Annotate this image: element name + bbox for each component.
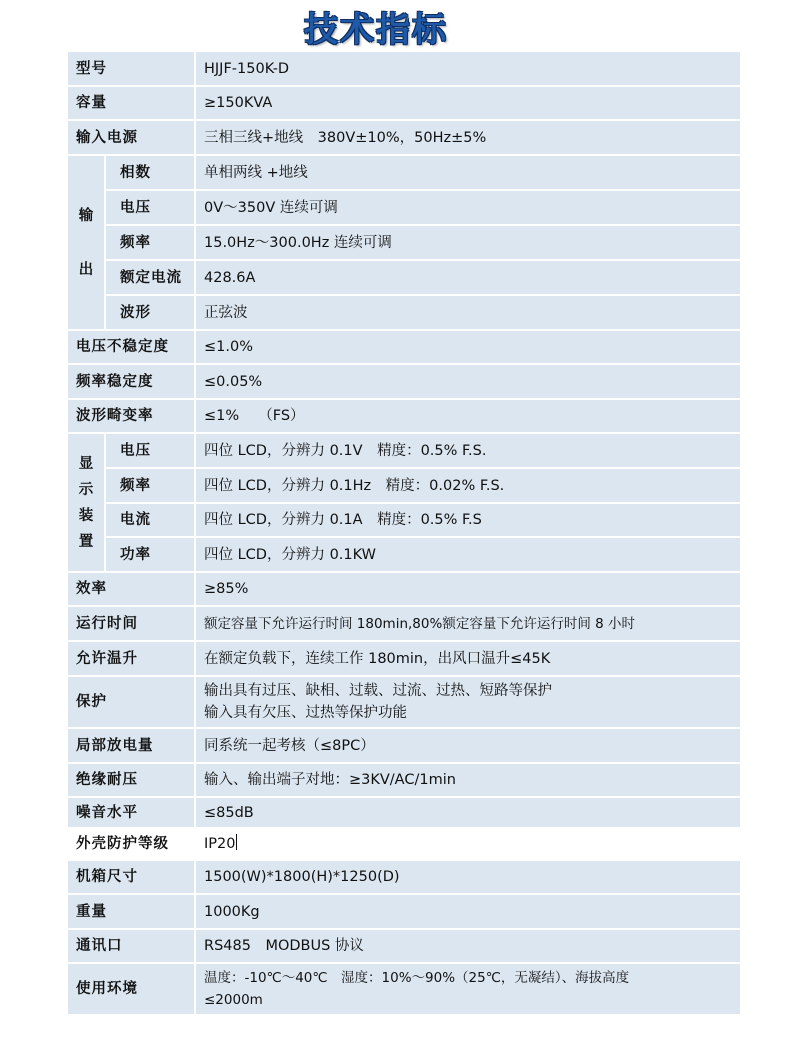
- row-value-ip: [195, 828, 741, 860]
- output-label-current: 额定电流: [105, 260, 195, 295]
- env-line-1: 温度：-10℃～40℃ 湿度：10%～90%（25℃，无凝结）、海拔高度: [204, 970, 630, 986]
- row-value-runtime: 额定容量下允许运行时间 180min,80%额定容量下允许运行时间 8 小时: [195, 606, 741, 641]
- output-value-current: 428.6A: [195, 260, 741, 295]
- table-row: [67, 51, 741, 86]
- output-value-frequency: 15.0Hz～300.0Hz 连续可调: [195, 225, 741, 260]
- table-row: [67, 828, 741, 860]
- table-row: [67, 468, 741, 503]
- group-char: 示: [78, 481, 94, 498]
- output-value-phase: 单相两线 +地线: [195, 155, 741, 190]
- row-value-comm: RS485 MODBUS 协议: [195, 929, 741, 963]
- display-value-current: 四位 LCD，分辨力 0.1A 精度：0.5% F.S: [195, 503, 741, 537]
- table-row: [67, 120, 741, 155]
- table-row: [67, 295, 741, 330]
- table-row: [67, 330, 741, 364]
- group-char: 装: [78, 507, 94, 524]
- table-row: [67, 433, 741, 468]
- display-value-power: 四位 LCD，分辨力 0.1KW: [195, 537, 741, 572]
- table-row: [67, 963, 741, 1015]
- row-value-model: HJJF-150K-D: [195, 51, 741, 86]
- table-row: [67, 225, 741, 260]
- output-label-waveform: 波形: [105, 295, 195, 330]
- row-label-freq-stability: 频率稳定度: [67, 364, 195, 399]
- row-label-comm: 通讯口: [67, 929, 195, 963]
- table-row: [67, 641, 741, 676]
- output-label-frequency: 频率: [105, 225, 195, 260]
- row-value-env: [195, 963, 741, 1015]
- row-label-efficiency: 效率: [67, 572, 195, 606]
- row-value-noise: ≤85dB: [195, 797, 741, 828]
- table-row: [67, 929, 741, 963]
- output-label-phase: 相数: [105, 155, 195, 190]
- row-label-temp-rise: 允许温升: [67, 641, 195, 676]
- table-row: [67, 797, 741, 828]
- table-row: [67, 676, 741, 728]
- protection-line-input: 输入具有欠压、过热等保护功能: [204, 705, 407, 721]
- row-label-capacity: 容量: [67, 86, 195, 120]
- row-value-distortion: ≤1% （FS）: [195, 399, 741, 433]
- text-cursor: [236, 834, 237, 850]
- display-value-frequency: 四位 LCD，分辨力 0.1Hz 精度：0.02% F.S.: [195, 468, 741, 503]
- output-label-voltage: 电压: [105, 190, 195, 225]
- row-value-capacity: ≥150KVA: [195, 86, 741, 120]
- env-line-2: ≤2000m: [204, 992, 263, 1008]
- row-label-input: 输入电源: [67, 120, 195, 155]
- row-label-protection: 保护: [67, 676, 195, 728]
- table-row: [67, 399, 741, 433]
- ip-value-text: IP20: [204, 836, 236, 852]
- row-label-env: 使用环境: [67, 963, 195, 1015]
- table-row: [67, 606, 741, 641]
- table-row: [67, 364, 741, 399]
- row-label-partial-discharge: 局部放电量: [67, 728, 195, 763]
- row-value-efficiency: ≥85%: [195, 572, 741, 606]
- table-row: [67, 86, 741, 120]
- group-char: 显: [78, 455, 94, 472]
- group-char: 出: [78, 261, 94, 278]
- row-value-temp-rise: 在额定负载下，连续工作 180min，出风口温升≤45K: [195, 641, 741, 676]
- row-value-cabinet: 1500(W)*1800(H)*1250(D): [195, 860, 741, 894]
- row-value-partial-discharge: 同系统一起考核（≤8PC）: [195, 728, 741, 763]
- row-label-voltage-instability: 电压不稳定度: [67, 330, 195, 364]
- table-row: [67, 894, 741, 929]
- row-value-protection: [195, 676, 741, 728]
- output-value-voltage: 0V～350V 连续可调: [195, 190, 741, 225]
- row-label-weight: 重量: [67, 894, 195, 929]
- display-value-voltage: 四位 LCD，分辨力 0.1V 精度：0.5% F.S.: [195, 433, 741, 468]
- row-label-distortion: 波形畸变率: [67, 399, 195, 433]
- page-title: 技术指标: [304, 10, 448, 50]
- row-value-weight: 1000Kg: [195, 894, 741, 929]
- group-label-output: [67, 155, 105, 330]
- output-value-waveform: 正弦波: [195, 295, 741, 330]
- table-row: [67, 537, 741, 572]
- group-char: 置: [78, 533, 94, 550]
- row-value-voltage-instability: ≤1.0%: [195, 330, 741, 364]
- spec-table: [66, 50, 742, 1016]
- display-label-power: 功率: [105, 537, 195, 572]
- table-row: [67, 260, 741, 295]
- row-value-input: 三相三线+地线 380V±10%，50Hz±5%: [195, 120, 741, 155]
- row-label-runtime: 运行时间: [67, 606, 195, 641]
- row-label-ip: 外壳防护等级: [67, 828, 195, 860]
- group-label-display: [67, 433, 105, 572]
- row-value-insulation: 输入、输出端子对地：≥3KV/AC/1min: [195, 763, 741, 797]
- table-row: [67, 728, 741, 763]
- table-row: [67, 572, 741, 606]
- table-row: [67, 190, 741, 225]
- display-label-frequency: 频率: [105, 468, 195, 503]
- protection-line-output: 输出具有过压、缺相、过载、过流、过热、短路等保护: [204, 683, 552, 699]
- row-value-freq-stability: ≤0.05%: [195, 364, 741, 399]
- row-label-insulation: 绝缘耐压: [67, 763, 195, 797]
- row-label-model: 型号: [67, 51, 195, 86]
- table-row: [67, 763, 741, 797]
- row-label-cabinet: 机箱尺寸: [67, 860, 195, 894]
- display-label-current: 电流: [105, 503, 195, 537]
- group-char: 输: [78, 207, 94, 224]
- table-row: [67, 155, 741, 190]
- display-label-voltage: 电压: [105, 433, 195, 468]
- table-row: [67, 503, 741, 537]
- row-label-noise: 噪音水平: [67, 797, 195, 828]
- table-row: [67, 860, 741, 894]
